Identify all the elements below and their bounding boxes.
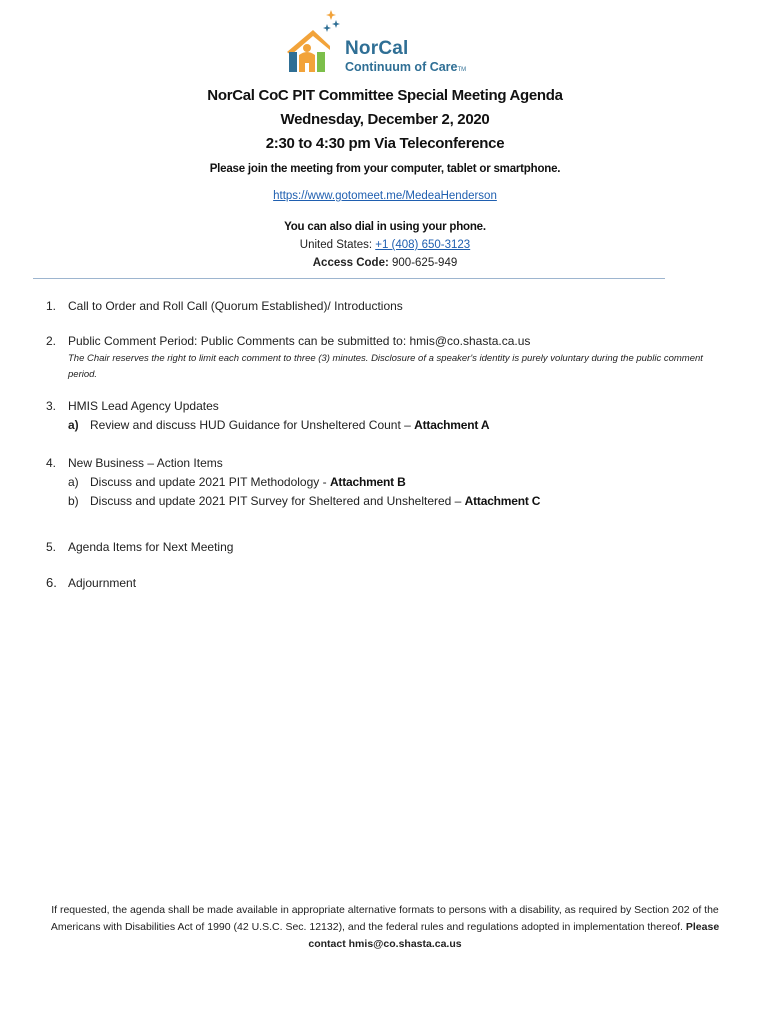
agenda-item-4 bbox=[46, 456, 223, 470]
item-number: 5. bbox=[46, 540, 57, 554]
phone-number-link[interactable]: +1 (408) 650-3123 bbox=[375, 239, 471, 251]
item-number: 1. bbox=[46, 299, 57, 313]
sub-text: Review and discuss HUD Guidance for Unsheltered Count – bbox=[90, 418, 415, 432]
access-code-line bbox=[0, 257, 770, 269]
house-family-icon bbox=[283, 8, 345, 78]
item-text: HMIS Lead Agency Updates bbox=[68, 399, 219, 413]
agenda-item-1 bbox=[46, 299, 403, 313]
norcal-logo bbox=[283, 8, 493, 78]
agenda-item-4a bbox=[68, 475, 406, 489]
sub-letter: a) bbox=[68, 418, 79, 432]
logo-name: NorCal bbox=[345, 38, 409, 59]
agenda-item-4b bbox=[68, 494, 540, 508]
public-comment-note: The Chair reserves the right to limit each comment to three (3) minutes. Disclosure of a speaker's identity is purely voluntary during the public comment period. bbox=[68, 353, 703, 380]
access-code-value: 900-625-949 bbox=[392, 257, 458, 269]
sub-letter: b) bbox=[68, 494, 79, 508]
ada-notice-text: If requested, the agenda shall be made available in appropriate alternative formats to persons with a disability, as required by Section 202 of the Americans with Disabilities Act of 1990 (42 U.S.C. Sec. 12132), and the federal rules and regulations adopted in implementation thereof. bbox=[50, 904, 719, 933]
item-text: Public Comment Period: Public Comments can be submitted to: hmis@co.shasta.ca.us bbox=[68, 334, 531, 348]
agenda-item-6 bbox=[46, 575, 136, 590]
attachment-a-label: Attachment A bbox=[414, 418, 490, 432]
logo-subtitle: Continuum of CareTM bbox=[345, 60, 467, 74]
agenda-item-5 bbox=[46, 540, 233, 554]
item-number: 4. bbox=[46, 456, 57, 470]
meeting-date: Wednesday, December 2, 2020 bbox=[280, 111, 490, 128]
item-number: 6. bbox=[46, 575, 57, 590]
meeting-title: NorCal CoC PIT Committee Special Meeting Agenda bbox=[207, 87, 563, 104]
agenda-item-3a bbox=[68, 418, 489, 432]
attachment-c-label: Attachment C bbox=[464, 494, 541, 508]
sub-text: Discuss and update 2021 PIT Survey for Sheltered and Unsheltered – bbox=[90, 494, 465, 508]
phone-line bbox=[0, 239, 770, 251]
join-instructions: Please join the meeting from your computer, tablet or smartphone. bbox=[209, 163, 561, 175]
item-text: Call to Order and Roll Call (Quorum Established)/ Introductions bbox=[68, 299, 403, 313]
item-number: 3. bbox=[46, 399, 57, 413]
agenda-item-2 bbox=[46, 334, 530, 348]
attachment-b-label: Attachment B bbox=[329, 475, 406, 489]
phone-label: United States: bbox=[299, 239, 373, 251]
meeting-time: 2:30 to 4:30 pm Via Teleconference bbox=[265, 135, 505, 152]
agenda-item-3 bbox=[46, 399, 219, 413]
sub-letter: a) bbox=[68, 475, 79, 489]
agenda-header bbox=[0, 84, 770, 156]
item-number: 2. bbox=[46, 334, 57, 348]
dial-in-instructions: You can also dial in using your phone. bbox=[284, 221, 486, 233]
ada-contact: Please contact hmis@co.shasta.ca.us bbox=[308, 921, 720, 950]
item-text: New Business – Action Items bbox=[68, 456, 223, 470]
item-text: Adjournment bbox=[68, 576, 137, 590]
access-code-label: Access Code: bbox=[312, 257, 389, 269]
ada-notice bbox=[40, 902, 730, 953]
header-divider bbox=[33, 278, 665, 279]
trademark-mark: TM bbox=[457, 67, 467, 73]
sub-text: Discuss and update 2021 PIT Methodology - bbox=[90, 475, 330, 489]
item-text: Agenda Items for Next Meeting bbox=[68, 540, 234, 554]
meeting-link[interactable]: https://www.gotomeet.me/MedeaHenderson bbox=[273, 190, 497, 202]
